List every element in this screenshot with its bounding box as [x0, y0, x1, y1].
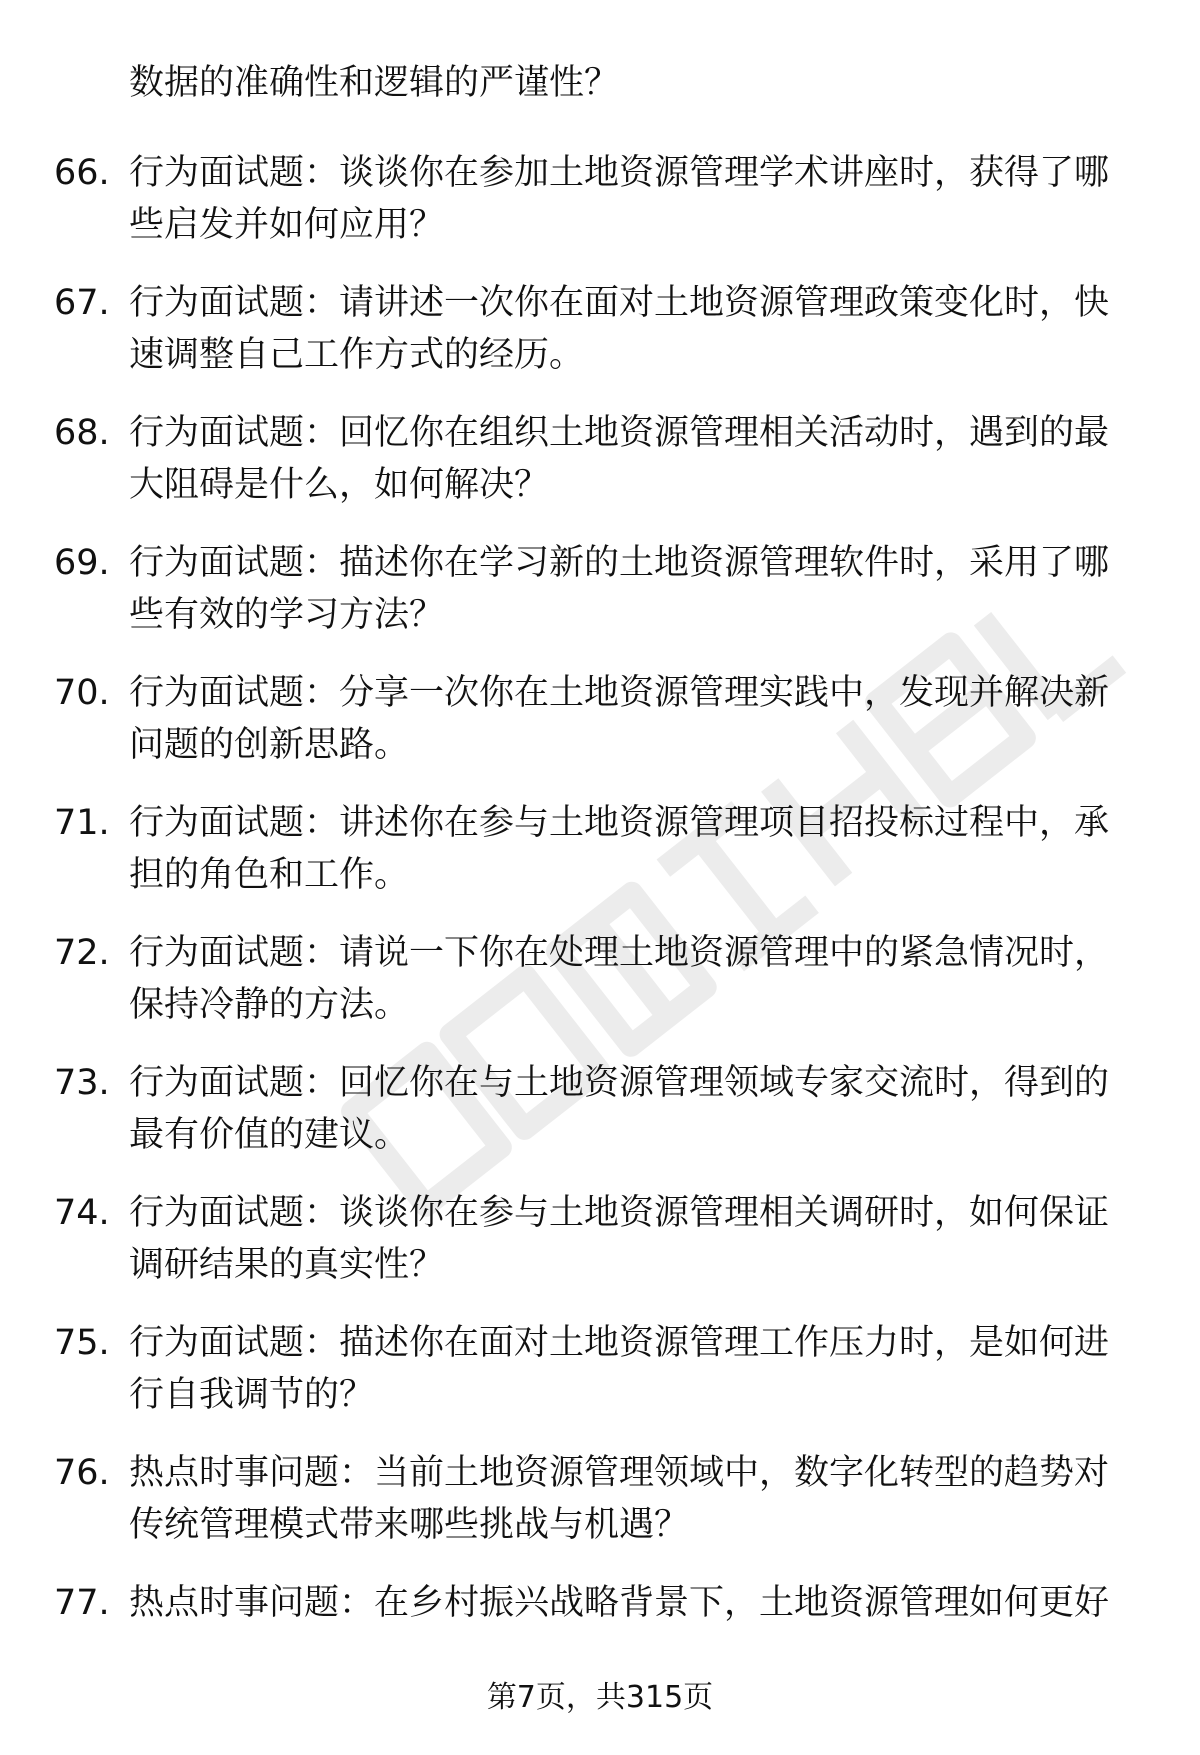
list-item-text: 行为面试题：请讲述一次你在面对土地资源管理政策变化时，快 [129, 283, 1110, 323]
list-item-text: 行为面试题：谈谈你在参加土地资源管理学术讲座时，获得了哪 [129, 153, 1110, 193]
list-item [0, 405, 1200, 461]
list-item-text: 行为面试题：讲述你在参与土地资源管理项目招投标过程中，承 [129, 803, 1110, 843]
list-item-text: 速调整自己工作方式的经历。 [129, 335, 585, 375]
list-item-text: 热点时事问题：当前土地资源管理领域中，数字化转型的趋势对 [129, 1453, 1110, 1493]
lead-line-text: 数据的准确性和逻辑的严谨性？ [129, 63, 620, 103]
list-item-continuation [0, 587, 1200, 643]
list-item-number: 73. [54, 1063, 110, 1103]
list-item-continuation [0, 1497, 1200, 1553]
lead-line [0, 55, 1200, 111]
list-item-continuation [0, 1367, 1200, 1423]
list-item [0, 1185, 1200, 1241]
list-item-text: 行为面试题：谈谈你在参与土地资源管理相关调研时，如何保证 [129, 1193, 1110, 1233]
list-item-continuation [0, 717, 1200, 773]
list-item-text: 行为面试题：回忆你在与土地资源管理领域专家交流时，得到的 [129, 1063, 1110, 1103]
list-item [0, 1315, 1200, 1371]
list-item-continuation [0, 1237, 1200, 1293]
list-item-continuation [0, 197, 1200, 253]
list-item [0, 145, 1200, 201]
list-item-text: 热点时事问题：在乡村振兴战略背景下，土地资源管理如何更好 [129, 1583, 1110, 1623]
list-item-number: 71. [54, 803, 110, 843]
list-item-continuation [0, 457, 1200, 513]
list-item [0, 795, 1200, 851]
list-item-text: 问题的创新思路。 [129, 725, 410, 765]
list-item-text: 些有效的学习方法？ [129, 595, 445, 635]
list-item-continuation [0, 847, 1200, 903]
list-item-text: 大阻碍是什么，如何解决？ [129, 465, 550, 505]
list-item-number: 70. [54, 673, 110, 713]
list-item-text: 行自我调节的？ [129, 1375, 375, 1415]
list-item-number: 74. [54, 1193, 110, 1233]
list-item-number: 77. [54, 1583, 110, 1623]
list-item-continuation [0, 1107, 1200, 1163]
list-item-text: 行为面试题：描述你在学习新的土地资源管理软件时，采用了哪 [129, 543, 1110, 583]
list-item [0, 1055, 1200, 1111]
list-item-text: 行为面试题：分享一次你在土地资源管理实践中，发现并解决新 [129, 673, 1110, 713]
list-item-number: 67. [54, 283, 110, 323]
list-item-text: 最有价值的建议。 [129, 1115, 410, 1155]
list-item-text: 传统管理模式带来哪些挑战与机遇？ [129, 1505, 690, 1545]
list-item-text: 担的角色和工作。 [129, 855, 410, 895]
list-item-text: 保持冷静的方法。 [129, 985, 410, 1025]
list-item-number: 69. [54, 543, 110, 583]
list-item-text: 些启发并如何应用？ [129, 205, 445, 245]
list-item [0, 535, 1200, 591]
list-item-number: 68. [54, 413, 110, 453]
list-item [0, 1575, 1200, 1631]
list-item-text: 行为面试题：请说一下你在处理土地资源管理中的紧急情况时， [129, 933, 1110, 973]
list-item-number: 75. [54, 1323, 110, 1363]
page-footer: 第7页，共315页 [486, 1680, 714, 1715]
list-item-text: 行为面试题：回忆你在组织土地资源管理相关活动时，遇到的最 [129, 413, 1110, 453]
list-item [0, 665, 1200, 721]
list-item [0, 1445, 1200, 1501]
list-item-text: 行为面试题：描述你在面对土地资源管理工作压力时，是如何进 [129, 1323, 1110, 1363]
list-item-text: 调研结果的真实性？ [129, 1245, 445, 1285]
list-item-continuation [0, 327, 1200, 383]
list-item-number: 66. [54, 153, 110, 193]
list-item-number: 76. [54, 1453, 110, 1493]
list-item [0, 275, 1200, 331]
list-item-continuation [0, 977, 1200, 1033]
list-item [0, 925, 1200, 981]
list-item-number: 72. [54, 933, 110, 973]
